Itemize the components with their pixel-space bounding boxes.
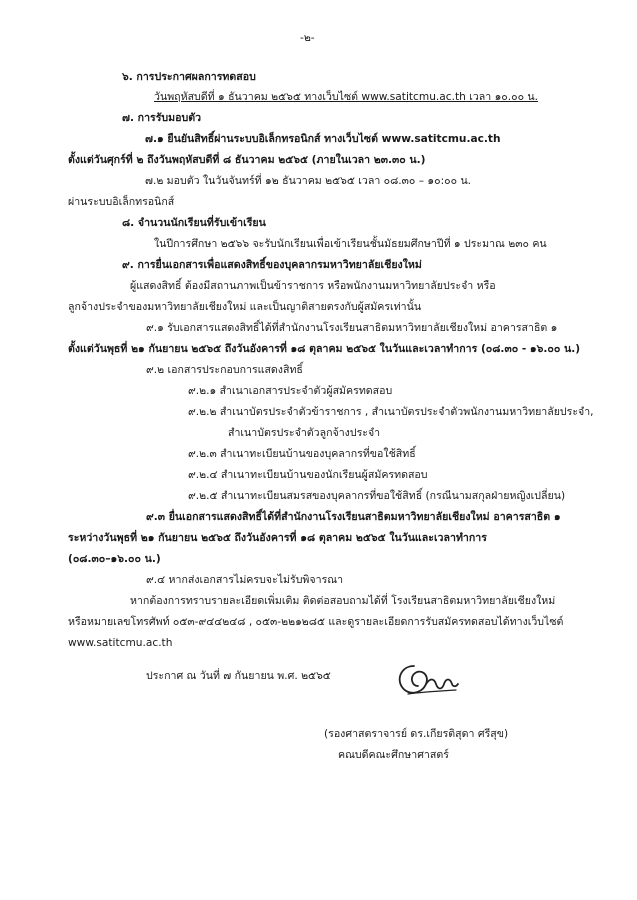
contact-line-2: หรือหมายเลขโทรศัพท์ ๐๕๓-๙๔๔๒๔๘ , ๐๕๓-๒๒๑๒๘๕ และดูรายละเอียดการรับสมัครทดสอบได้ทางเว็บไซต์ (68, 616, 564, 628)
section-6-heading: ๖. การประกาศผลการทดสอบ (122, 71, 256, 83)
section-7-heading: ๗. การรับมอบตัว (122, 112, 202, 124)
section-9-2-3: ๙.๒.๓ สำเนาทะเบียนบ้านของบุคลากรที่ขอใช้สิทธิ์ (188, 448, 416, 460)
section-7-1-date-line: ตั้งแต่วันศุกร์ที่ ๒ ถึงวันพฤหัสบดีที่ ๘ ธันวาคม ๒๕๖๕ (ภายในเวลา ๒๓.๓๐ น.) (68, 154, 426, 166)
section-9-2-heading: ๙.๒ เอกสารประกอบการแสดงสิทธิ์ (146, 364, 303, 376)
section-9-2-2-line-2: สำเนาบัตรประจำตัวลูกจ้างประจำ (228, 427, 381, 439)
section-8-enrollment-line: ในปีการศึกษา ๒๕๖๖ จะรับนักเรียนเพื่อเข้าเรียนชั้นมัธยมศึกษาปีที่ ๑ ประมาณ ๒๓๐ คน (154, 238, 547, 250)
signer-title: คณบดีคณะศึกษาศาสตร์ (338, 749, 449, 761)
section-9-1-line-1: ๙.๑ รับเอกสารแสดงสิทธิ์ได้ที่สำนักงานโรงเรียนสาธิตมหาวิทยาลัยเชียงใหม่ อาคารสาธิต ๑ (146, 322, 558, 334)
section-9-heading: ๙. การยื่นเอกสารเพื่อแสดงสิทธิ์ของบุคลากรมหาวิทยาลัยเชียงใหม่ (122, 259, 422, 271)
section-9-intro-line-1: ผู้แสดงสิทธิ์ ต้องมีสถานภาพเป็นข้าราชการ หรือพนักงานมหาวิทยาลัยประจำ หรือ (130, 280, 496, 292)
section-8-heading: ๘. จำนวนนักเรียนที่รับเข้าเรียน (122, 217, 266, 229)
section-9-intro-line-2: ลูกจ้างประจำของมหาวิทยาลัยเชียงใหม่ และเป็นญาติสายตรงกับผู้สมัครเท่านั้น (68, 301, 422, 313)
page-number: -๒- (300, 32, 315, 44)
section-9-3-line-2: ระหว่างวันพุธที่ ๒๑ กันยายน ๒๕๖๕ ถึงวันอังคารที่ ๑๘ ตุลาคม ๒๕๖๕ ในวันและเวลาทำการ (68, 532, 487, 544)
section-9-1-line-2: ตั้งแต่วันพุธที่ ๒๑ กันยายน ๒๕๖๕ ถึงวันอังคารที่ ๑๘ ตุลาคม ๒๕๖๕ ในวันและเวลาทำการ (๐๘.๓๐ - ๑๖.๐๐ น.) (68, 343, 581, 355)
contact-website: www.satitcmu.ac.th (68, 637, 173, 649)
section-9-2-2-line-1: ๙.๒.๒ สำเนาบัตรประจำตัวข้าราชการ , สำเนาบัตรประจำตัวพนักงานมหาวิทยาลัยประจำ, (188, 406, 594, 418)
section-9-3-line-1: ๙.๓ ยื่นเอกสารแสดงสิทธิ์ได้ที่สำนักงานโรงเรียนสาธิตมหาวิทยาลัยเชียงใหม่ อาคารสาธิต ๑ (146, 511, 561, 523)
section-9-4: ๙.๔ หากส่งเอกสารไม่ครบจะไม่รับพิจารณา (146, 574, 344, 586)
section-7-2-channel-line: ผ่านระบบอิเล็กทรอนิกส์ (68, 196, 175, 208)
section-9-2-4: ๙.๒.๔ สำเนาทะเบียนบ้านของนักเรียนผู้สมัครทดสอบ (188, 469, 428, 481)
section-7-2-report-line: ๗.๒ มอบตัว ในวันจันทร์ที่ ๑๒ ธันวาคม ๒๕๖๕ เวลา ๐๘.๓๐ – ๑๐:๐๐ น. (145, 175, 472, 187)
section-9-2-5: ๙.๒.๕ สำเนาทะเบียนสมรสของบุคลากรที่ขอใช้สิทธิ์ (กรณีนามสกุลฝ่ายหญิงเปลี่ยน) (188, 490, 566, 502)
section-9-3-line-3: (๐๘.๓๐–๑๖.๐๐ น.) (68, 553, 161, 565)
signer-name: (รองศาสตราจารย์ ดร.เกียรติสุดา ศรีสุข) (324, 728, 509, 740)
section-7-1-confirm-line: ๗.๑ ยืนยันสิทธิ์ผ่านระบบอิเล็กทรอนิกส์ ทางเว็บไซต์ www.satitcmu.ac.th (145, 133, 501, 145)
section-9-2-1: ๙.๒.๑ สำเนาเอกสารประจำตัวผู้สมัครทดสอบ (188, 385, 393, 397)
signature (392, 656, 464, 702)
contact-line-1: หากต้องการทราบรายละเอียดเพิ่มเติม ติดต่อสอบถามได้ที่ โรงเรียนสาธิตมหาวิทยาลัยเชียงใหม่ (130, 595, 556, 607)
announcement-date: ประกาศ ณ วันที่ ๗ กันยายน พ.ศ. ๒๕๖๕ (146, 670, 331, 682)
section-6-result-date: วันพฤหัสบดีที่ ๑ ธันวาคม ๒๕๖๕ ทางเว็บไซต์ www.satitcmu.ac.th เวลา ๑๐.๐๐ น. (154, 91, 539, 103)
